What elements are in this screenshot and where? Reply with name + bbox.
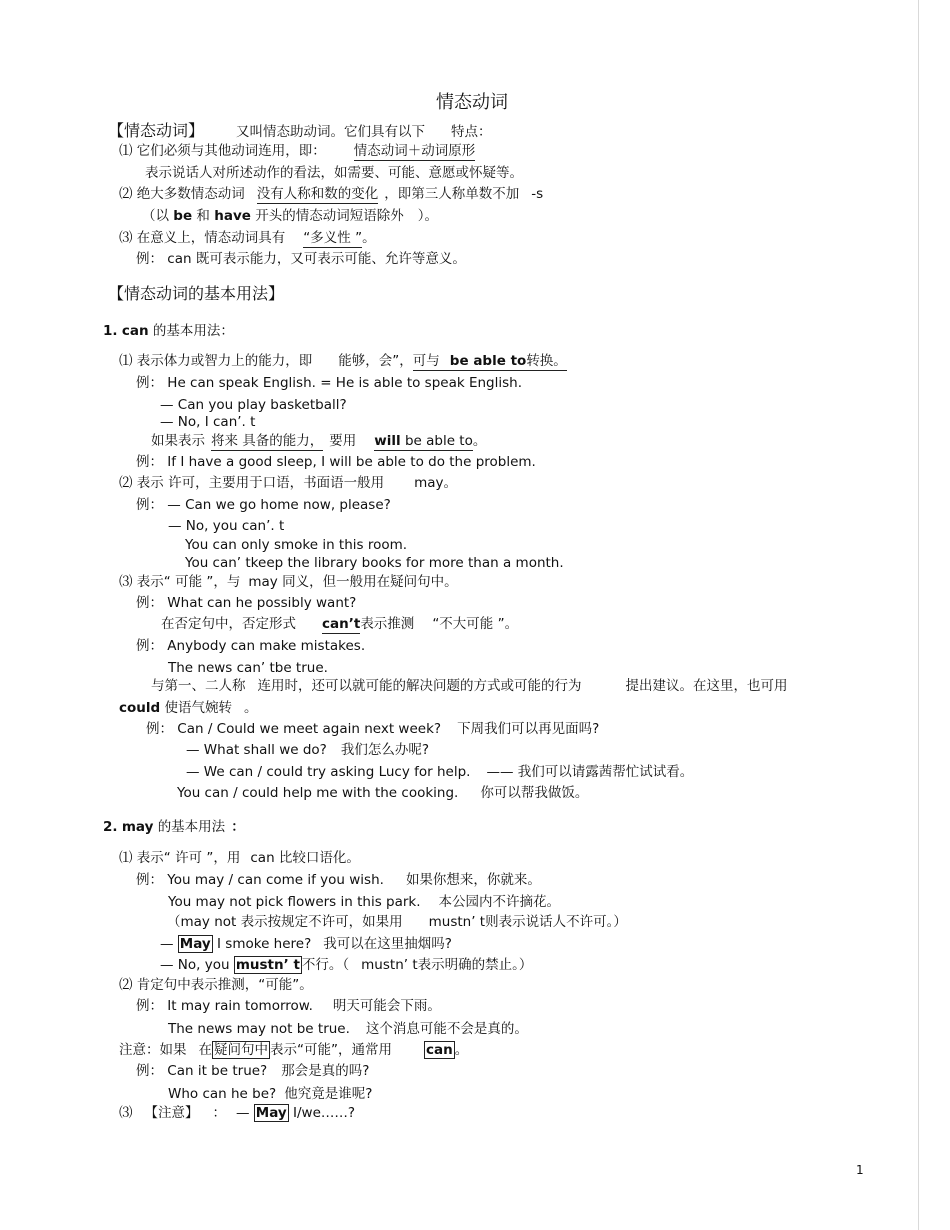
may-question-note <box>119 1041 468 1059</box>
paren-open: （以 <box>142 208 169 224</box>
example-label: 例： <box>136 872 163 888</box>
note-text: 使语气婉转 <box>164 700 232 716</box>
can-suggestion-note-2 <box>119 699 257 717</box>
example-line <box>168 893 560 911</box>
example-line <box>160 935 452 953</box>
section-rest: 的基本用法 <box>157 819 226 835</box>
example-english: The news may not be true. <box>168 1021 350 1037</box>
may-heading <box>103 818 245 836</box>
example-line <box>136 496 391 514</box>
keyword-be-able-to: be able to <box>449 353 527 369</box>
point-1 <box>119 142 475 160</box>
may-usage-2 <box>119 976 313 994</box>
page-number: 1 <box>856 1163 864 1177</box>
section-number: 2. <box>103 819 118 835</box>
point-1-detail: 表示说话人对所述动作的看法，如需要、可能、意愿或怀疑等。 <box>145 165 523 181</box>
example-line: — Can you play basketball? <box>160 397 347 413</box>
period: 。 <box>454 1042 469 1058</box>
example-label: 例： <box>146 721 173 737</box>
point-text: 表示“ 许可 ”，用 <box>136 850 241 866</box>
example-chinese: 我们怎么办呢? <box>340 742 430 758</box>
example-line <box>136 997 441 1015</box>
example-line: The news can’ tbe true. <box>168 660 328 676</box>
page-title: 情态动词 <box>436 92 508 113</box>
note-label: 【注意】 <box>144 1105 199 1121</box>
example-line <box>167 913 627 931</box>
section-word: may <box>121 819 154 835</box>
note-text: “不大可能 ”。 <box>432 616 519 632</box>
keyword-will: will <box>374 433 401 449</box>
point-text: may 同义，但一般用在疑问句中。 <box>248 574 458 590</box>
example-label: 例： <box>136 998 163 1014</box>
may-usage-3 <box>119 1104 355 1122</box>
note-text: 要用 <box>329 433 357 449</box>
point-number: ⑶ <box>119 230 133 246</box>
note-text: mustn’ t则表示说话人不许可。） <box>428 914 627 930</box>
note-text: mustn’ t表示明确的禁止。） <box>361 957 533 973</box>
basic-usage-heading: 【情态动词的基本用法】 <box>108 284 285 303</box>
period: 。 <box>243 700 258 716</box>
intro-line <box>108 120 492 143</box>
example-line <box>186 741 429 759</box>
period: 。 <box>362 230 376 246</box>
example-text: He can speak English. = He is able to speak English. <box>167 375 522 391</box>
example-line <box>136 637 365 655</box>
example-line <box>136 1062 369 1080</box>
quoted-term: “多义性 ” <box>303 230 363 246</box>
note-text: 在 <box>198 1042 212 1058</box>
keyword-be-able-to: be able to <box>404 433 473 449</box>
example-label: 例： <box>136 1063 163 1079</box>
example-text: Anybody can make mistakes. <box>167 638 366 654</box>
example-line <box>136 594 356 612</box>
example-text: If I have a good sleep, I will be able to do the problem. <box>167 454 536 470</box>
example-english: Who can he be? <box>168 1086 277 1102</box>
note-text: 表示“可能”，通常用 <box>270 1042 392 1058</box>
note-text: 。在这里，也可用 <box>679 678 788 694</box>
example-text: What can he possibly want? <box>167 595 357 611</box>
point-text: 可与 <box>412 353 440 369</box>
example-english: Can / Could we meet again next week? <box>177 721 442 737</box>
can-suggestion-note <box>151 677 788 695</box>
point-text: ”， <box>392 353 413 369</box>
keyword-could: could <box>119 700 161 716</box>
example-english: — What shall we do? <box>186 742 327 758</box>
example-line <box>186 763 693 781</box>
can-usage-1 <box>119 352 567 370</box>
example-line <box>160 956 532 974</box>
example-label: 例： <box>136 251 163 267</box>
colon: ： <box>212 1105 226 1121</box>
example-english: It may rain tomorrow. <box>167 998 313 1014</box>
can-future-note <box>151 432 486 450</box>
example-label: 例： <box>136 595 163 611</box>
detail-text: 开头的情态动词短语除外 <box>255 208 404 224</box>
suffix-s: -s <box>531 186 544 202</box>
point-number: ⑶ <box>119 574 133 590</box>
paren-close: ）。 <box>417 208 438 224</box>
note-text: 注意：如果 <box>119 1042 187 1058</box>
can-negative-note <box>161 615 518 633</box>
point-text: 在意义上，情态动词具有 <box>136 230 286 246</box>
point-number: ⑵ <box>119 186 133 202</box>
point-number: ⑴ <box>119 850 133 866</box>
keyword-cant: can’t <box>322 616 361 632</box>
intro-desc: 又叫情态助动词。它们具有以下 <box>236 124 426 140</box>
example-line: You can only smoke in this room. <box>185 537 408 553</box>
example-text: can 既可表示能力，又可表示可能、允许等意义。 <box>167 251 466 267</box>
point-text-cont: ，即第三人称单数不加 <box>384 186 520 202</box>
example-line <box>168 1020 528 1038</box>
keyword-may: may。 <box>414 475 458 491</box>
point-3-example <box>136 250 466 268</box>
example-line <box>136 453 536 471</box>
example-line: You can’ tkeep the library books for more than a month. <box>185 555 564 571</box>
point-text: 表示 许可，主要用于口语，书面语一般用 <box>136 475 385 491</box>
intro-features: 特点： <box>451 124 492 140</box>
example-label: 例： <box>136 454 163 470</box>
section-rest: 的基本用法： <box>152 323 234 339</box>
point-text: 表示“ 可能 ”，与 <box>136 574 241 590</box>
boxed-keyword-mustnt: mustn’ t <box>235 957 300 973</box>
point-text: 肯定句中表示推测，“可能”。 <box>136 977 313 993</box>
example-chinese: 你可以帮我做饭。 <box>480 785 589 801</box>
example-line <box>177 784 588 802</box>
boxed-question-sentence: 疑问句中 <box>214 1042 268 1058</box>
can-usage-3 <box>119 573 458 591</box>
example-english: You can / could help me with the cooking. <box>177 785 459 801</box>
point-number: ⑴ <box>119 143 133 159</box>
point-number: ⑵ <box>119 977 133 993</box>
note-text: 连用时，还可以就可能的解决问题的方式或可能的行为 <box>257 678 582 694</box>
point-text: can 比较口语化。 <box>250 850 360 866</box>
example-label: 例： <box>136 638 163 654</box>
conj-text: 和 <box>196 208 210 224</box>
example-text: — Can we go home now, please? <box>167 497 391 513</box>
example-chinese: 我可以在这里抽烟吗? <box>323 936 452 952</box>
example-line: — No, I can’. t <box>160 414 256 430</box>
note-underlined: 将来 具备的能力， <box>211 433 324 449</box>
example-line <box>136 374 522 392</box>
example-english: You may / can come if you wish. <box>167 872 384 888</box>
example-label: 例： <box>136 497 163 513</box>
example-chinese: 如果你想来，你就来。 <box>405 872 541 888</box>
example-english: Can it be true? <box>167 1063 268 1079</box>
point-2-detail <box>142 207 438 225</box>
example-chinese: 明天可能会下雨。 <box>332 998 441 1014</box>
formula-text: 情态动词＋动词原形 <box>353 143 476 159</box>
intro-label: 【情态动词】 <box>108 121 205 140</box>
example-english: You may not pick flowers in this park. <box>168 894 421 910</box>
note-text: 在否定句中，否定形式 <box>161 616 296 632</box>
example-chinese: 他究竟是谁呢? <box>284 1086 373 1102</box>
example-english: I smoke here? <box>217 936 312 952</box>
point-number: ⑴ <box>119 353 133 369</box>
keyword-have: have <box>214 208 251 224</box>
period: 。 <box>472 433 487 449</box>
point-text: 它们必须与其他动词连用，即： <box>136 143 326 159</box>
point-number: ⑶ <box>119 1105 133 1121</box>
boxed-keyword-may: May <box>179 936 211 952</box>
note-text: 与第一、二人称 <box>151 678 246 694</box>
point-text: 能够，会 <box>338 353 393 369</box>
example-line: — No, you can’. t <box>168 518 285 534</box>
point-text: 表示体力或智力上的能力，即 <box>136 353 313 369</box>
point-3 <box>119 229 376 247</box>
point-2 <box>119 185 543 203</box>
point-underlined-text: 没有人称和数的变化 <box>256 186 379 202</box>
boxed-keyword-may: May <box>255 1105 287 1121</box>
example-line <box>146 720 599 738</box>
note-text: 如果表示 <box>151 433 205 449</box>
boxed-keyword-can: can <box>426 1042 453 1058</box>
example-line <box>136 871 541 889</box>
keyword-be: be <box>173 208 193 224</box>
example-chinese: 不行。（ <box>301 957 350 973</box>
note-text: 表示推测 <box>360 616 415 632</box>
example-english: — We can / could try asking Lucy for help. <box>186 764 471 780</box>
example-chinese: 这个消息可能不会是真的。 <box>365 1021 528 1037</box>
example-label: 例： <box>136 375 163 391</box>
point-text: 绝大多数情态动词 <box>136 186 245 202</box>
note-text: 提出建议 <box>625 678 680 694</box>
note-text: （may not 表示按规定不许可，如果用 <box>167 914 403 930</box>
page-edge-divider <box>918 0 919 1230</box>
example-line <box>168 1085 372 1103</box>
point-text: 转换。 <box>526 353 567 369</box>
example-chinese: 下周我们可以再见面吗? <box>457 721 600 737</box>
can-heading <box>103 322 234 340</box>
section-word: can <box>121 323 149 339</box>
section-colon: ： <box>231 819 245 835</box>
example-chinese: —— 我们可以请露茜帮忙试试看。 <box>486 764 694 780</box>
dash: — <box>160 936 174 952</box>
example-chinese: 那会是真的吗? <box>281 1063 370 1079</box>
example-english: I/we……? <box>293 1105 356 1121</box>
dash: — <box>236 1105 250 1121</box>
example-english: — No, you <box>160 957 230 973</box>
example-chinese: 本公园内不许摘花。 <box>438 894 561 910</box>
point-number: ⑵ <box>119 475 133 491</box>
section-number: 1. <box>103 323 118 339</box>
may-usage-1 <box>119 849 360 867</box>
can-usage-2 <box>119 474 457 492</box>
